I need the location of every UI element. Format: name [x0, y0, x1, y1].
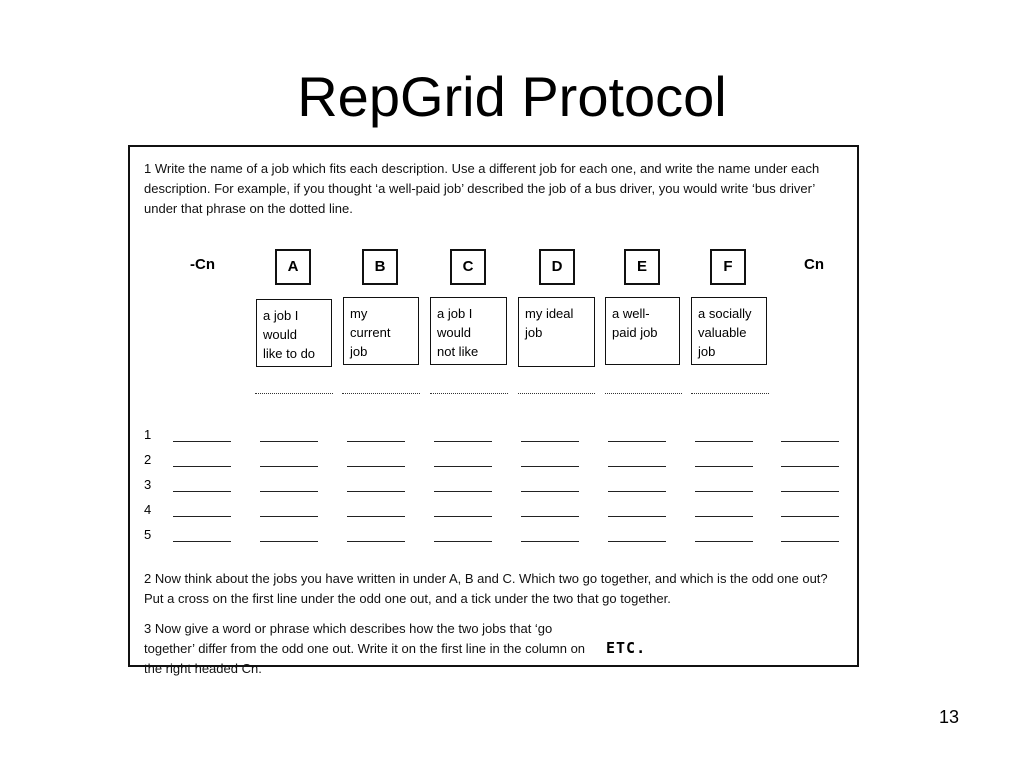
instruction-1: 1 Write the name of a job which fits each description. Use a different job for each one, and write the name under each description. For example, if you thought ‘a well-paid job’ described the job of a bus driver, you would write ‘bus driver’ under that phrase on the dotted line.: [144, 161, 820, 216]
rating-blank: [260, 441, 318, 442]
rating-blank: [434, 541, 492, 542]
instruction-3: 3 Now give a word or phrase which describes how the two jobs that ‘go together’ differ from the odd one out. Write it on the first line in the column on the right headed Cn.: [144, 621, 586, 676]
left-pole-label: -Cn: [190, 256, 215, 273]
rating-blank: [434, 466, 492, 467]
rating-blank: [521, 516, 579, 517]
element-description-d: my ideal job: [518, 297, 595, 367]
rating-blank: [608, 541, 666, 542]
answer-line-b: [342, 393, 420, 394]
rating-blank: [695, 491, 753, 492]
rating-blank: [608, 441, 666, 442]
answer-line-e: [605, 393, 682, 394]
rating-blank: [260, 491, 318, 492]
rating-blank: [260, 541, 318, 542]
repgrid-form: [128, 145, 859, 676]
rating-blank: [608, 491, 666, 492]
rating-blank: [260, 466, 318, 467]
rating-blank: [695, 516, 753, 517]
element-letter-f: F: [710, 249, 746, 285]
element-description-e: a well- paid job: [605, 297, 680, 365]
element-description-b: my current job: [343, 297, 419, 365]
rating-blank: [695, 466, 753, 467]
answer-line-a: [255, 393, 333, 394]
rating-blank: [521, 466, 579, 467]
element-letter-b: B: [362, 249, 398, 285]
rating-blank: [173, 441, 231, 442]
rating-blank: [173, 491, 231, 492]
element-description-a: a job I would like to do: [256, 299, 332, 367]
rating-blank: [434, 491, 492, 492]
rating-blank: [608, 466, 666, 467]
rating-blank: [347, 541, 405, 542]
rating-blank: [781, 541, 839, 542]
rating-blank: [347, 516, 405, 517]
rating-blank: [434, 441, 492, 442]
row-number: 2: [144, 452, 152, 467]
row-number: 4: [144, 502, 152, 517]
rating-blank: [695, 441, 753, 442]
slide-title: RepGrid Protocol: [297, 65, 727, 128]
row-number: 5: [144, 527, 152, 542]
element-letter-d: D: [539, 249, 575, 285]
page-number: 13: [939, 707, 960, 727]
instruction-2: 2 Now think about the jobs you have written in under A, B and C. Which two go together, and which is the odd one out? Put a cross on the first line under the odd one out, and a tick under the two that go together.: [144, 571, 828, 606]
row-number: 3: [144, 477, 152, 492]
right-pole-label: Cn: [804, 256, 824, 273]
element-letter-a: A: [275, 249, 311, 285]
rating-blank: [695, 541, 753, 542]
rating-blank: [781, 491, 839, 492]
rating-blank: [608, 516, 666, 517]
etc-label: ETC.: [606, 639, 647, 657]
answer-line-f: [691, 393, 769, 394]
rating-blank: [521, 541, 579, 542]
element-description-c: a job I would not like: [430, 297, 507, 365]
rating-blank: [521, 491, 579, 492]
rating-blank: [173, 466, 231, 467]
answer-line-c: [430, 393, 508, 394]
rating-blank: [781, 441, 839, 442]
rating-blank: [347, 441, 405, 442]
rating-blank: [434, 516, 492, 517]
rating-blank: [781, 516, 839, 517]
rating-blank: [347, 491, 405, 492]
rating-blank: [260, 516, 318, 517]
rating-blank: [781, 466, 839, 467]
element-letter-c: C: [450, 249, 486, 285]
row-number: 1: [144, 427, 152, 442]
element-letter-e: E: [624, 249, 660, 285]
rating-blank: [173, 516, 231, 517]
element-description-f: a socially valuable job: [691, 297, 767, 365]
rating-blank: [347, 466, 405, 467]
rating-blank: [521, 441, 579, 442]
rating-blank: [173, 541, 231, 542]
answer-line-d: [518, 393, 595, 394]
